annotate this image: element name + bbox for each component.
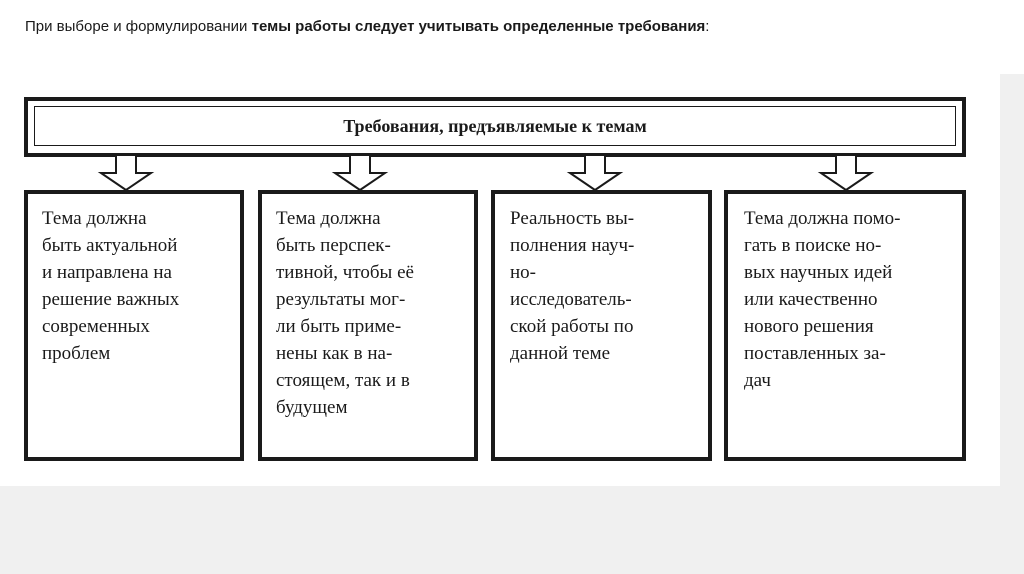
requirement-text-feasibility: Реальность вы- полнения науч- но- исследователь- ской работы по данной теме: [510, 208, 635, 364]
requirement-text-relevance: Тема должна быть актуальной и направлена на решение важных современных проблем: [42, 208, 180, 364]
background-strip-bottom: [0, 486, 1024, 574]
down-arrow-icon: [566, 153, 624, 193]
requirements-header-label: Требования, предъявляемые к темам: [343, 116, 647, 136]
slide-title-suffix: :: [705, 18, 710, 35]
requirement-text-novelty: Тема должна помо- гать в поиске но- вых научных идей или качественно нового решения поставленных за- дач: [744, 208, 901, 391]
background-strip-right: [1000, 74, 1024, 486]
slide-title-regular: При выборе и формулировании: [25, 18, 252, 35]
down-arrow-icon: [817, 153, 875, 193]
slide-title: [25, 18, 709, 35]
requirement-text-prospects: Тема должна быть перспек- тивной, чтобы её результаты мог- ли быть приме- нены как в на- стоящем, так и в будущем: [276, 208, 414, 418]
down-arrow-icon: [97, 153, 155, 193]
down-arrow-icon: [331, 153, 389, 193]
slide-title-bold: темы работы следует учитывать определенные требования: [251, 18, 706, 35]
